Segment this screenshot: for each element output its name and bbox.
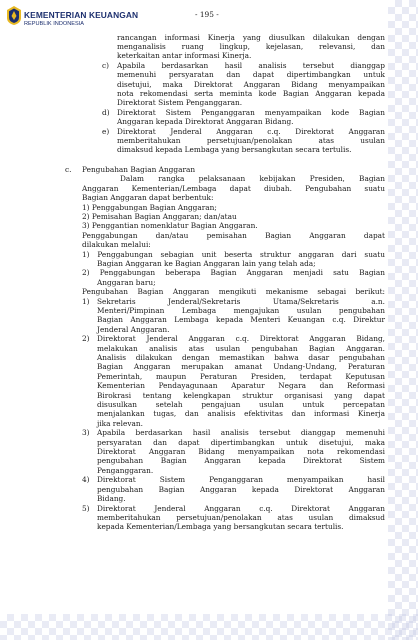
text-line: pengubahan Bagian Anggaran kepada Direktorat Sistem <box>97 456 385 465</box>
list-item: 1) Penggabungan Bagian Anggaran; <box>82 203 217 212</box>
list-item: 2) Penggabungan beberapa Bagian Anggaran menjadi satu Bagian <box>82 268 385 277</box>
text-line: Pemerintah, maupun Peraturan Presiden, terdapat Keputusan <box>97 372 385 381</box>
text-line: Analisis dilakukan dengan memastikan bahwa dasar pengubahan <box>97 353 385 362</box>
text-line: Bidang. <box>97 494 126 503</box>
list-marker: 2) <box>82 334 90 343</box>
text-line: Anggaran kepada Direktorat Anggaran Bidang. <box>117 117 294 126</box>
text-line: memberitahukan persetujuan/penolakan atas usulan dimaksud <box>97 513 385 522</box>
org-subtitle: REPUBLIK INDONESIA <box>24 21 84 27</box>
text-line: menjalankan tugas, dan analisis efektivitas dan informasi Kinerja <box>97 409 385 418</box>
text-line: disetujui, maka Direktorat Anggaran Bidang menyampaikan <box>117 80 385 89</box>
list-marker: 1) <box>82 297 90 306</box>
decorative-pattern-bottom <box>0 614 418 640</box>
text-line: Sekretaris Jenderal/Sekretaris Utama/Sekretaris a.n. <box>97 297 385 306</box>
text-line: dilakukan melalui: <box>82 240 151 249</box>
section-marker: c. <box>65 165 72 174</box>
text-line: Jenderal Anggaran. <box>97 325 170 334</box>
text-line: rancangan informasi Kinerja yang diusulkan dilakukan dengan <box>117 33 385 42</box>
text-line: Direktorat Jenderal Anggaran c.q. Direktorat Anggaran Bidang, <box>97 334 385 343</box>
text-line: Bagian Anggaran ke Bagian Anggaran lain yang telah ada; <box>97 259 316 268</box>
section-title: Pengubahan Bagian Anggaran <box>82 165 196 174</box>
org-name: KEMENTERIAN KEUANGAN <box>24 10 139 20</box>
list-marker: 5) <box>82 504 90 513</box>
text-line: menganalisis ruang lingkup, kejelasan, relevansi, dan <box>117 42 385 51</box>
text-line: Kementerian Pendayagunaan Aparatur Negara dan Reformasi <box>97 381 385 390</box>
text-line: Direktorat Jenderal Anggaran c.q. Direktorat Anggaran <box>117 127 385 136</box>
text-line: memberitahukan persetujuan/penolakan atas usulan <box>117 136 385 145</box>
list-marker: d) <box>102 108 110 117</box>
text-line: Apabila berdasarkan hasil analisis tersebut dianggap memenuhi <box>97 428 385 437</box>
text-line: Direktorat Jenderal Anggaran c.q. Direktorat Anggaran <box>97 504 385 513</box>
text-line: Birokrasi tentang kelengkapan struktur organisasi yang dapat <box>97 391 385 400</box>
text-line: Bagian Anggaran Lembaga kepada Menteri Keuangan c.q. Direktur <box>97 315 385 324</box>
text-line: pengubahan Bagian Anggaran kepada Direktorat Anggaran <box>97 485 385 494</box>
text-line: Direktorat Sistem Penganggaran. <box>117 98 243 107</box>
text-line: Dalam rangka pelaksanaan kebijakan Presiden, Bagian <box>120 174 385 183</box>
text-line: Bagian Anggaran merupakan amanat Undang-Undang, Peraturan <box>97 362 385 371</box>
list-marker: e) <box>102 127 110 136</box>
text-line: memenuhi persyaratan dan dapat dipertimbangkan untuk <box>117 70 385 79</box>
text-line: nota rekomendasi serta meminta kode Bagian Anggaran kepada <box>117 89 385 98</box>
text-line: Anggaran Kementerian/Lembaga dapat diubah. Pengubahan suatu <box>82 184 385 193</box>
decorative-pattern-right <box>388 0 418 640</box>
text-line: persyaratan dan dapat dipertimbangkan untuk disetujui, maka <box>97 438 385 447</box>
list-item: 3) Penggantian nomenklatur Bagian Anggaran. <box>82 221 258 230</box>
text-line: Pengubahan Bagian Anggaran mengikuti mekanisme sebagai berikut: <box>82 287 385 296</box>
text-line: melakukan analisis atas usulan pengubahan Bagian Anggaran. <box>97 344 385 353</box>
text-line: Penggabungan dan/atau pemisahan Bagian Anggaran dapat <box>82 231 385 240</box>
text-line: kepada Kementerian/Lembaga yang bersangkutan secara tertulis. <box>97 522 344 531</box>
text-line: Direktorat Sistem Penganggaran menyampaikan kode Bagian <box>117 108 385 117</box>
text-line: Direktorat Anggaran Bidang menyampaikan nota rekomendasi <box>97 447 385 456</box>
list-marker: c) <box>102 61 109 70</box>
list-marker: 4) <box>82 475 90 484</box>
text-line: Penganggaran. <box>97 466 154 475</box>
list-marker: 3) <box>82 428 90 437</box>
text-line: Apabila berdasarkan hasil analisis tersebut dianggap <box>117 61 385 70</box>
list-item: 2) Pemisahan Bagian Anggaran; dan/atau <box>82 212 237 221</box>
text-line: jika relevan. <box>97 419 143 428</box>
text-line: keterkaitan antar informasi Kinerja. <box>117 51 252 60</box>
text-line: Menteri/Pimpinan Lembaga mengajukan usulan pengubahan <box>97 306 385 315</box>
list-item: 1) Penggabungan sebagian unit beserta struktur anggaran dari suatu <box>82 250 385 259</box>
text-line: Direktorat Sistem Penganggaran menyampaikan hasil <box>97 475 385 484</box>
text-line: Bagian Anggaran dapat berbentuk: <box>82 193 214 202</box>
page-number: - 195 - <box>195 10 219 19</box>
text-line: dimaksud kepada Lembaga yang bersangkutan secara tertulis. <box>117 145 352 154</box>
ministry-logo-icon <box>7 6 21 25</box>
text-line: Anggaran baru; <box>97 278 156 287</box>
text-line: disusulkan setelah pengajuan usulan untuk percepatan <box>97 400 385 409</box>
